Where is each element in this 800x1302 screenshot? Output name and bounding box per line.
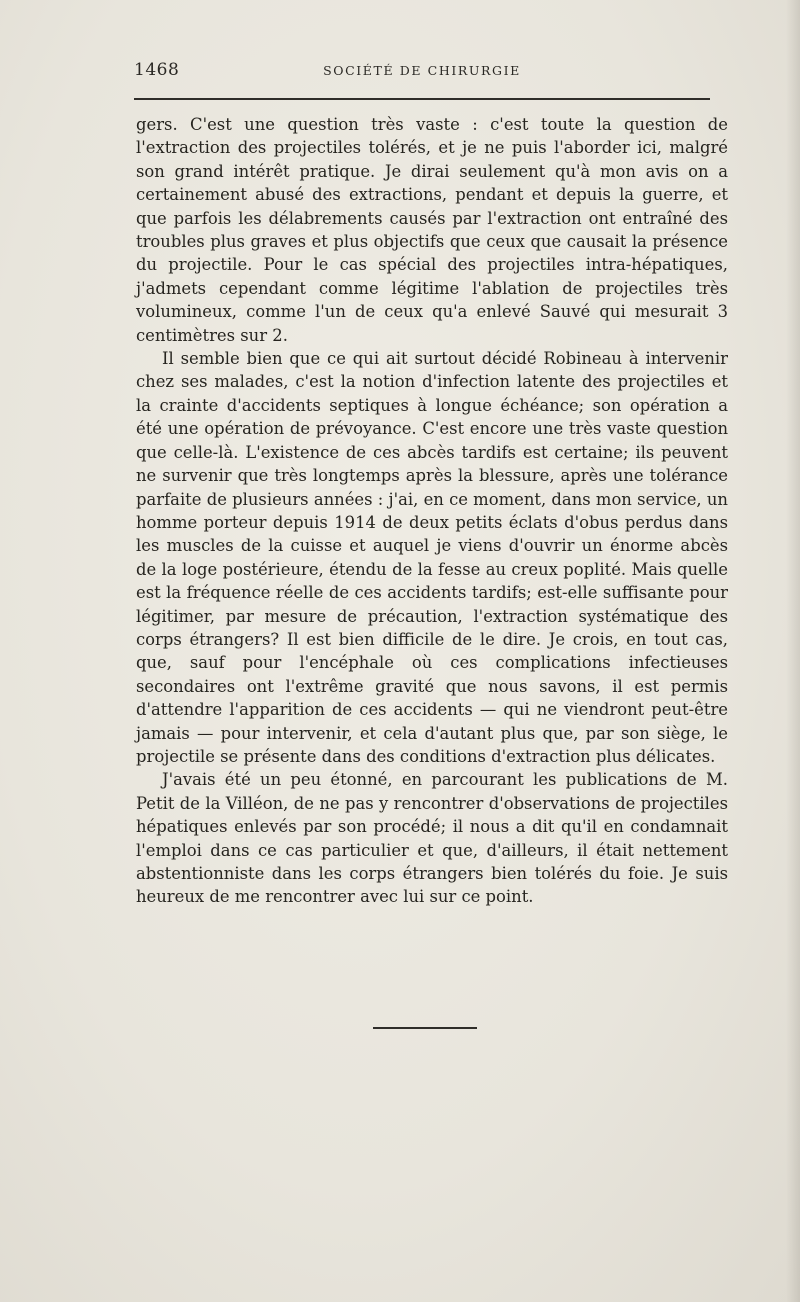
running-head: SOCIÉTÉ DE CHIRURGIE [323, 63, 521, 78]
page-header [134, 60, 710, 86]
page-edge-shadow [786, 0, 800, 1302]
paragraph-2: Il semble bien que ce qui ait surtout décidé Robineau à intervenir chez ses malades, c'est la notion d'infection latente des projectiles et la crainte d'accidents septiques à longue échéance; son opération a été une opération de prévoyance. C'est encore une très vaste question que celle-là. L'existence de ces abcès tardifs est certaine; ils peuvent ne survenir que très longtemps après la blessure, après une tolérance parfaite de plusieurs années : j'ai, en ce moment, dans mon service, un homme porteur depuis 1914 de deux petits éclats d'obus perdus dans les muscles de la cuisse et auquel je viens d'ouvrir un énorme abcès de la loge postérieure, étendu de la fesse au creux poplité. Mais quelle est la fréquence réelle de ces accidents tardifs; est-elle suffisante pour légitimer, par mesure de précaution, l'extraction systématique des corps étrangers? Il est bien difficile de le dire. Je crois, en tout cas, que, sauf pour l'encéphale où ces complications infectieuses secondaires ont l'extrême gravité que nous savons, il est permis d'attendre l'apparition de ces accidents — qui ne viendront peut-être jamais — pour intervenir, et cela d'autant plus que, par son siège, le projectile se présente dans des conditions d'extraction plus délicates. [136, 349, 728, 766]
paragraph-1: gers. C'est une question très vaste : c'est toute la question de l'extraction des projectiles tolérés, et je ne puis l'aborder ici, malgré son grand intérêt pratique. Je dirai seulement qu'à mon avis on a certainement abusé des extractions, pendant et depuis la guerre, et que parfois les délabrements causés par l'extraction ont entraîné des troubles plus graves et plus objectifs que ceux que causait la présence du projectile. Pour le cas spécial des projectiles intra-hépatiques, j'admets cependant comme légitime l'ablation de projectiles très volumineux, comme l'un de ceux qu'a enlevé Sauvé qui mesurait 3 centimètres sur 2. [136, 115, 728, 345]
paragraph-3: J'avais été un peu étonné, en parcourant les publications de M. Petit de la Villéon, de ne pas y rencontrer d'observations de projectiles hépatiques enlevés par son procédé; il nous a dit qu'il en condamnait l'emploi dans ce cas particulier et que, d'ailleurs, il était nettement abstentionniste dans les corps étrangers bien tolérés du foie. Je suis heureux de me rencontrer avec lui sur ce point. [136, 770, 728, 907]
page-number: 1468 [134, 60, 180, 80]
section-end-rule [373, 1027, 477, 1029]
header-rule [134, 98, 710, 100]
body-text [136, 113, 728, 909]
